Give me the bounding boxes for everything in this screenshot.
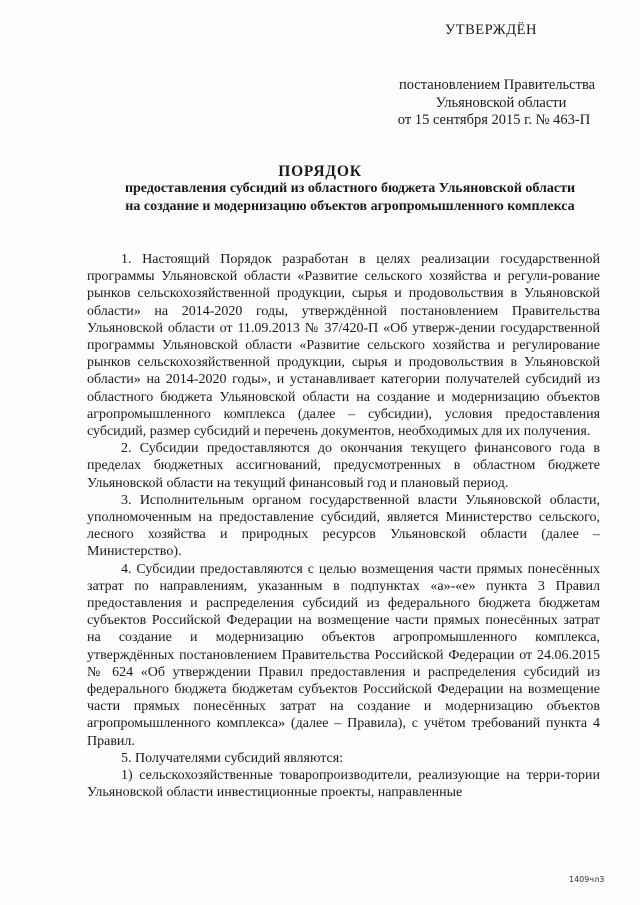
- approval-line-3: от 15 сентября 2015 г. № 463-П: [397, 112, 591, 128]
- document-title: ПОРЯДОК: [278, 163, 362, 180]
- approval-details: [396, 77, 606, 130]
- paragraph-5-1: 1) сельскохозяйственные товаропроизводители, реализующие на терри-тории Ульяновской области инвестиционные проекты, направленные: [87, 768, 600, 801]
- paragraph-1: 1. Настоящий Порядок разработан в целях реализации государственной программы Ульяновской области «Развитие сельского хозяйства и регули-рование рынков сельскохозяйственной продукции, сырья и продовольствия в Ульяновской области» на 2014-2020 годы, утверждённой постановлением Правительства Ульяновской области от 11.09.2013 № 37/420-П «Об утверж-дении государственной программы Ульяновской области «Развитие сельского хозяйства и регулирование рынков сельскохозяйственной продукции, сырья и продовольствия в Ульяновской области» на 2014-2020 годы», и устанавливает категории получателей субсидий из областного бюджета Ульяновской области на создание и модернизацию объектов агропромышленного комплекса (далее – субсидии), условия предоставления субсидий, размер субсидий и перечень документов, необходимых для их получения.: [87, 252, 600, 440]
- approval-heading: УТВЕРЖДЁН: [445, 22, 537, 38]
- subtitle-line-1: предоставления субсидий из областного бюджета Ульяновской области: [124, 181, 576, 196]
- approval-line-2: Ульяновской области: [435, 94, 567, 111]
- footer-code: 1409чл3: [569, 875, 605, 884]
- subtitle-line-2: на создание и модернизацию объектов агропромышленного комплекса: [125, 199, 575, 214]
- paragraph-2: 2. Субсидии предоставляются до окончания текущего финансового года в пределах бюджетных ассигнований, предусмотренных в областном бюджете Ульяновской области на текущий финансовый год и плановый период.: [87, 441, 600, 491]
- paragraph-4: 4. Субсидии предоставляются с целью возмещения части прямых понесённых затрат по направлениям, указанным в подпунктах «а»-«е» пункта 3 Правил предоставления и распределения субсидий из федерального бюджета бюджетам субъектов Российской Федерации на возмещение части прямых понесённых затрат на создание и модернизацию объектов агропромышленного комплекса, утверждённых постановлением Правительства Российской Федерации от 24.06.2015 № 624 «Об утверждении Правил предоставления и распределения субсидий из федерального бюджета бюджетам субъектов Российской Федерации на возмещение части прямых понесённых затрат на создание и модернизацию объектов агропромышленного комплекса» (далее – Правила), с учётом требований пункта 4 Правил.: [87, 561, 600, 749]
- approval-line-1: постановлением Правительства: [398, 77, 596, 93]
- document-body: [87, 251, 600, 802]
- paragraph-5: 5. Получателями субсидий являются:: [121, 750, 344, 766]
- document-subtitle: [80, 180, 620, 216]
- paragraph-3: 3. Исполнительным органом государственной власти Ульяновской области, уполномоченным на предоставление субсидий, является Министерство сельского, лесного хозяйства и природных ресурсов Ульяновской области (далее – Министерство).: [87, 492, 600, 560]
